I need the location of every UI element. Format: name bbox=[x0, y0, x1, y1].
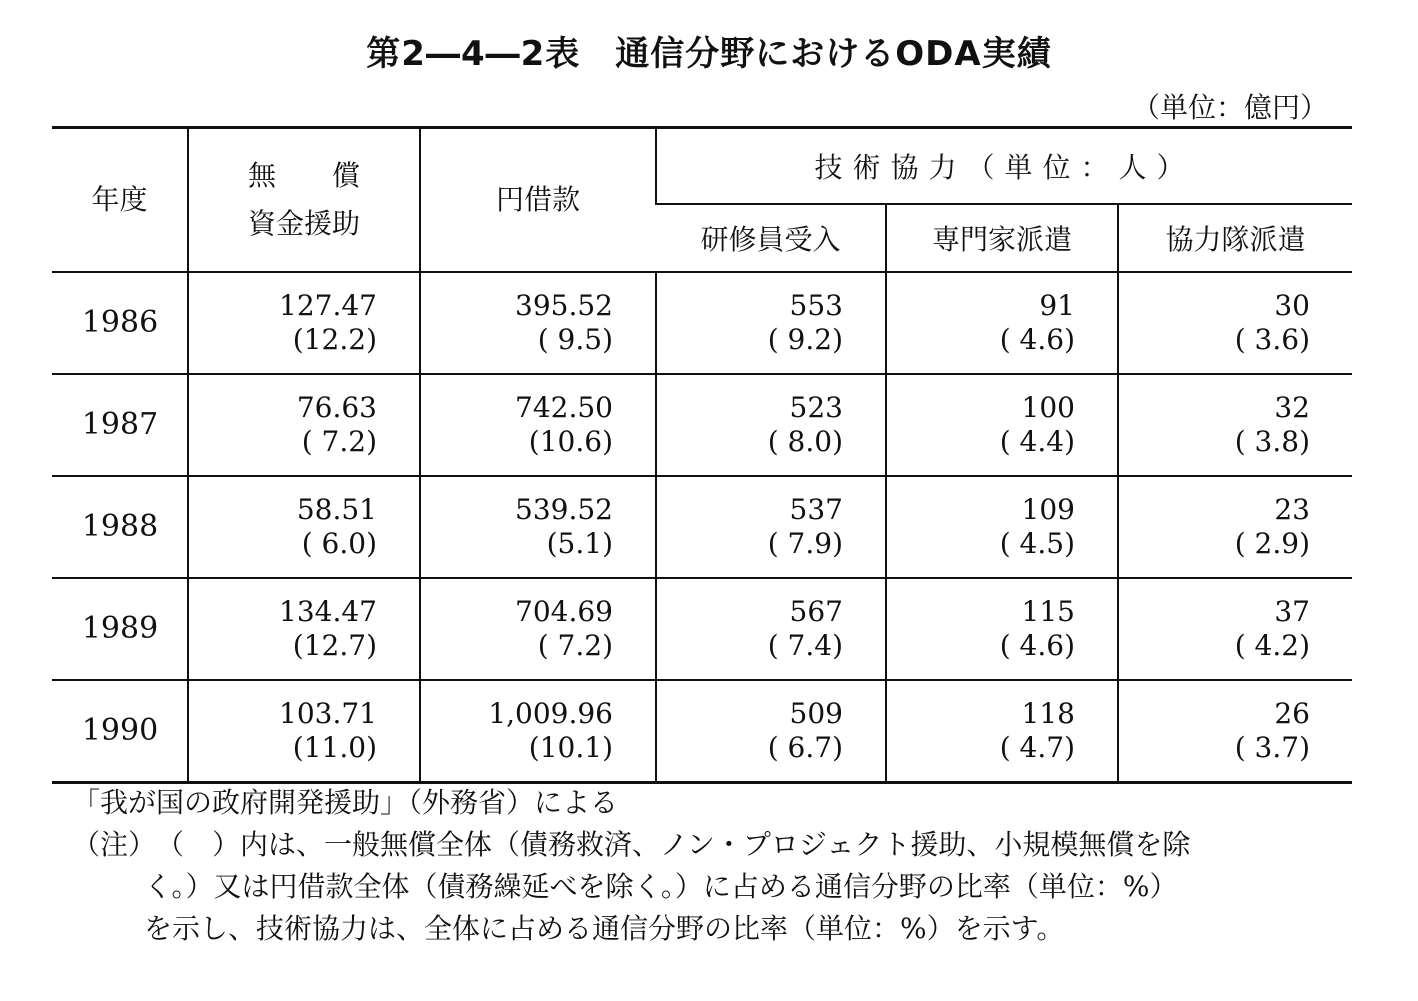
header-trainees: 研修員受入 bbox=[656, 204, 886, 272]
year-cell: 1987 bbox=[52, 374, 188, 476]
grant-pct: (11.0) bbox=[292, 731, 377, 764]
table-row bbox=[52, 476, 1352, 578]
grant-cell bbox=[188, 272, 420, 374]
table-row bbox=[52, 680, 1352, 783]
header-grant bbox=[188, 128, 420, 273]
trainees-pct: ( 8.0) bbox=[767, 425, 843, 458]
experts-cell bbox=[886, 374, 1118, 476]
trainees-value: 553 bbox=[789, 289, 843, 322]
oda-table bbox=[52, 126, 1352, 784]
volunteers-cell bbox=[1118, 272, 1352, 374]
trainees-value: 567 bbox=[789, 595, 843, 628]
loan-value: 742.50 bbox=[515, 391, 613, 424]
year-cell: 1986 bbox=[52, 272, 188, 374]
volunteers-pct: ( 4.2) bbox=[1234, 629, 1310, 662]
volunteers-pct: ( 3.6) bbox=[1234, 323, 1310, 356]
grant-value: 127.47 bbox=[279, 289, 377, 322]
loan-pct: ( 9.5) bbox=[537, 323, 613, 356]
experts-pct: ( 4.5) bbox=[999, 527, 1075, 560]
header-tech: 技術協力（単位：人） bbox=[656, 128, 1352, 205]
experts-cell bbox=[886, 578, 1118, 680]
source-note: 「我が国の政府開発援助」（外務省）による bbox=[72, 786, 619, 819]
header-year: 年度 bbox=[52, 128, 188, 273]
grant-cell bbox=[188, 680, 420, 783]
loan-value: 704.69 bbox=[515, 595, 613, 628]
grant-cell bbox=[188, 476, 420, 578]
trainees-pct: ( 7.9) bbox=[767, 527, 843, 560]
grant-pct: ( 6.0) bbox=[301, 527, 377, 560]
experts-value: 100 bbox=[1021, 391, 1075, 424]
trainees-value: 509 bbox=[789, 697, 843, 730]
grant-cell bbox=[188, 374, 420, 476]
trainees-pct: ( 7.4) bbox=[767, 629, 843, 662]
grant-value: 58.51 bbox=[296, 493, 377, 526]
experts-cell bbox=[886, 476, 1118, 578]
year-cell: 1988 bbox=[52, 476, 188, 578]
loan-pct: (5.1) bbox=[546, 527, 613, 560]
grant-cell bbox=[188, 578, 420, 680]
volunteers-pct: ( 3.8) bbox=[1234, 425, 1310, 458]
loan-value: 395.52 bbox=[515, 289, 613, 322]
grant-pct: (12.2) bbox=[292, 323, 377, 356]
trainees-pct: ( 6.7) bbox=[767, 731, 843, 764]
experts-pct: ( 4.7) bbox=[999, 731, 1075, 764]
loan-pct: ( 7.2) bbox=[537, 629, 613, 662]
volunteers-pct: ( 3.7) bbox=[1234, 731, 1310, 764]
trainees-cell bbox=[656, 272, 886, 374]
grant-value: 134.47 bbox=[279, 595, 377, 628]
volunteers-value: 26 bbox=[1274, 697, 1310, 730]
table-row bbox=[52, 578, 1352, 680]
trainees-pct: ( 9.2) bbox=[767, 323, 843, 356]
trainees-cell bbox=[656, 476, 886, 578]
header-grant-line2: 資金援助 bbox=[247, 207, 360, 240]
loan-value: 539.52 bbox=[515, 493, 613, 526]
volunteers-cell bbox=[1118, 680, 1352, 783]
note-line-2: く。）又は円借款全体（債務繰延べを除く。）に占める通信分野の比率（単位：%） bbox=[144, 870, 1178, 903]
loan-value: 1,009.96 bbox=[488, 697, 613, 730]
header-experts: 専門家派遣 bbox=[886, 204, 1118, 272]
experts-value: 91 bbox=[1039, 289, 1075, 322]
loan-cell bbox=[420, 476, 656, 578]
year-cell: 1990 bbox=[52, 680, 188, 783]
note-line-1: （注） （ ）内は、一般無償全体（債務救済、ノン・プロジェクト援助、小規模無償を除 bbox=[72, 828, 1191, 861]
grant-pct: ( 7.2) bbox=[301, 425, 377, 458]
grant-value: 76.63 bbox=[296, 391, 377, 424]
loan-cell bbox=[420, 374, 656, 476]
volunteers-value: 32 bbox=[1274, 391, 1310, 424]
header-yen-loan: 円借款 bbox=[420, 128, 656, 273]
loan-cell bbox=[420, 578, 656, 680]
notes bbox=[72, 782, 1190, 950]
trainees-cell bbox=[656, 374, 886, 476]
experts-value: 118 bbox=[1021, 697, 1075, 730]
volunteers-cell bbox=[1118, 578, 1352, 680]
volunteers-cell bbox=[1118, 476, 1352, 578]
trainees-value: 537 bbox=[789, 493, 843, 526]
table-row bbox=[52, 374, 1352, 476]
table-title: 第2―4―2表 通信分野におけるODA実績 bbox=[366, 34, 1052, 74]
table-row bbox=[52, 272, 1352, 374]
volunteers-value: 37 bbox=[1274, 595, 1310, 628]
trainees-value: 523 bbox=[789, 391, 843, 424]
experts-pct: ( 4.6) bbox=[999, 323, 1075, 356]
experts-value: 115 bbox=[1021, 595, 1075, 628]
volunteers-value: 30 bbox=[1274, 289, 1310, 322]
trainees-cell bbox=[656, 680, 886, 783]
grant-pct: (12.7) bbox=[292, 629, 377, 662]
loan-pct: (10.6) bbox=[528, 425, 613, 458]
volunteers-pct: ( 2.9) bbox=[1234, 527, 1310, 560]
grant-value: 103.71 bbox=[279, 697, 377, 730]
experts-cell bbox=[886, 272, 1118, 374]
loan-cell bbox=[420, 680, 656, 783]
trainees-cell bbox=[656, 578, 886, 680]
experts-pct: ( 4.6) bbox=[999, 629, 1075, 662]
experts-value: 109 bbox=[1021, 493, 1075, 526]
loan-pct: (10.1) bbox=[528, 731, 613, 764]
experts-cell bbox=[886, 680, 1118, 783]
unit-label: （単位：億円） bbox=[1131, 91, 1328, 124]
header-volunteers: 協力隊派遣 bbox=[1118, 204, 1352, 272]
volunteers-value: 23 bbox=[1274, 493, 1310, 526]
volunteers-cell bbox=[1118, 374, 1352, 476]
note-line-3: を示し、技術協力は、全体に占める通信分野の比率（単位：%）を示す。 bbox=[144, 912, 1065, 945]
year-cell: 1989 bbox=[52, 578, 188, 680]
experts-pct: ( 4.4) bbox=[999, 425, 1075, 458]
header-grant-line1: 無 償 bbox=[247, 159, 360, 192]
loan-cell bbox=[420, 272, 656, 374]
